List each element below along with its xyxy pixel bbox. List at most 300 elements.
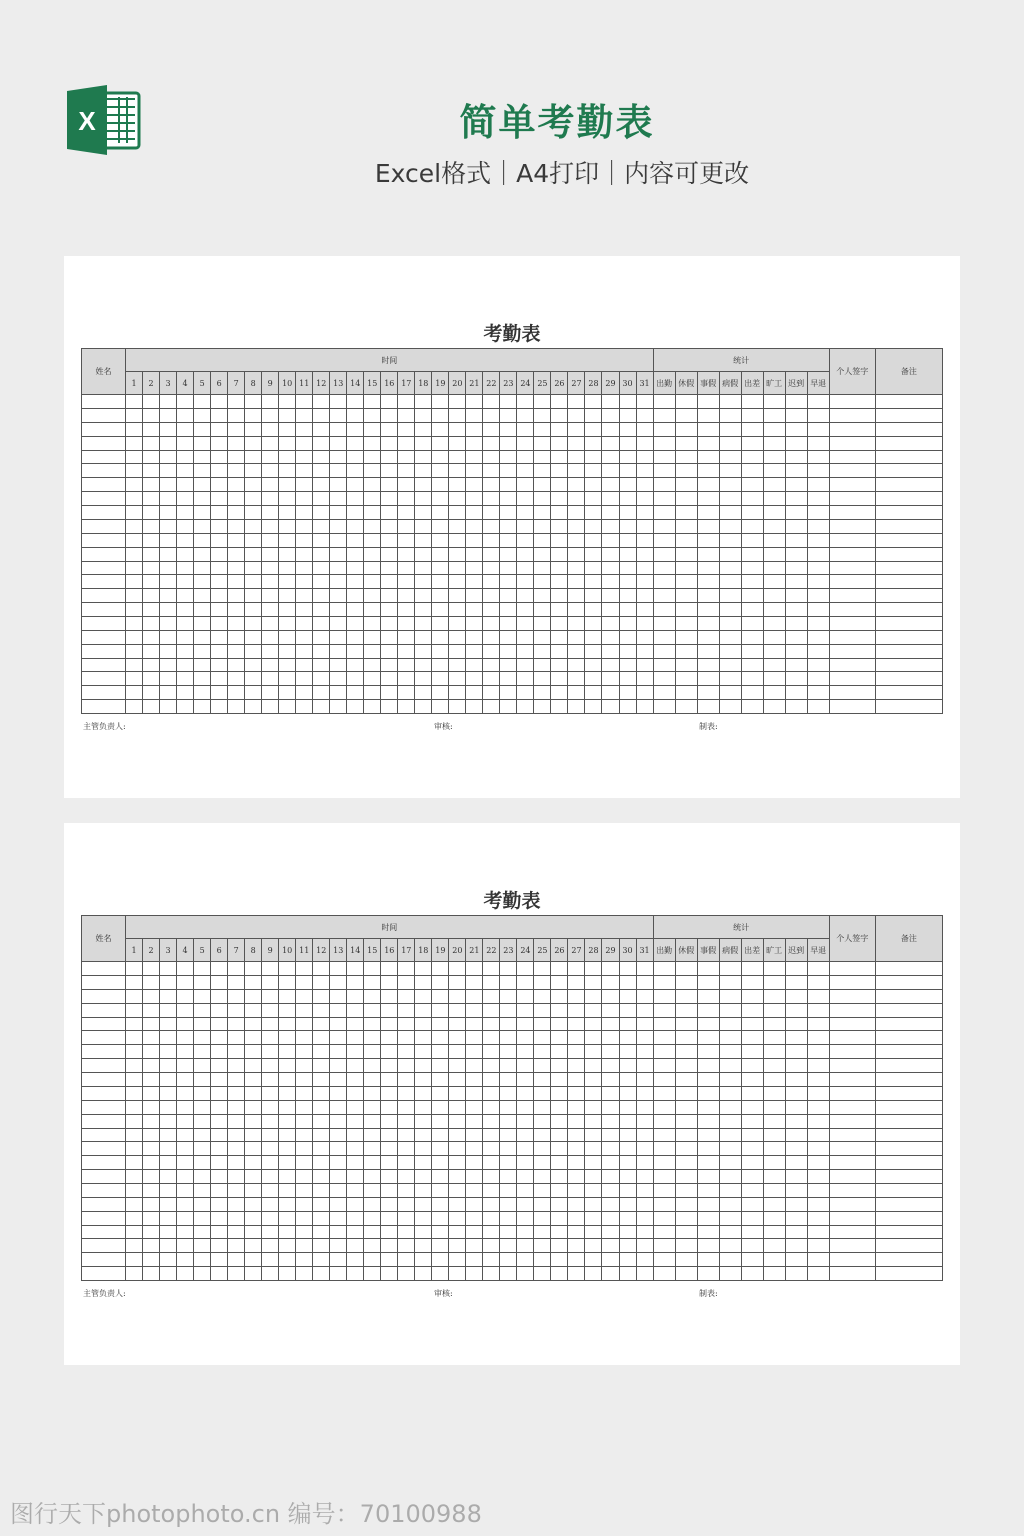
table-cell[interactable] [466, 1156, 483, 1170]
table-cell[interactable] [415, 1017, 432, 1031]
table-cell[interactable] [313, 1253, 330, 1267]
table-cell[interactable] [126, 1211, 143, 1225]
table-cell[interactable] [143, 492, 160, 506]
table-cell[interactable] [500, 409, 517, 423]
table-cell[interactable] [364, 464, 381, 478]
table-cell[interactable] [763, 464, 785, 478]
table-cell[interactable] [364, 1267, 381, 1281]
table-cell[interactable] [807, 658, 829, 672]
table-cell[interactable] [449, 561, 466, 575]
table-cell[interactable] [194, 575, 211, 589]
table-cell[interactable] [381, 561, 398, 575]
table-cell[interactable] [279, 1267, 296, 1281]
table-cell[interactable] [330, 616, 347, 630]
table-cell[interactable] [296, 575, 313, 589]
table-cell[interactable] [262, 1170, 279, 1184]
table-cell[interactable] [126, 1128, 143, 1142]
table-cell[interactable] [449, 616, 466, 630]
table-cell[interactable] [697, 1031, 719, 1045]
table-cell[interactable] [449, 395, 466, 409]
table-cell[interactable] [636, 1156, 653, 1170]
table-cell[interactable] [160, 1211, 177, 1225]
table-cell[interactable] [517, 1170, 534, 1184]
table-cell[interactable] [415, 1197, 432, 1211]
table-cell[interactable] [619, 1156, 636, 1170]
table-cell[interactable] [551, 1267, 568, 1281]
table-cell[interactable] [449, 492, 466, 506]
table-cell[interactable] [602, 1114, 619, 1128]
table-cell[interactable] [296, 1225, 313, 1239]
table-cell[interactable] [432, 561, 449, 575]
table-cell[interactable] [330, 686, 347, 700]
table-cell[interactable] [160, 478, 177, 492]
table-cell[interactable] [500, 1128, 517, 1142]
table-cell[interactable] [636, 1017, 653, 1031]
table-cell[interactable] [432, 450, 449, 464]
table-cell[interactable] [160, 1059, 177, 1073]
table-cell[interactable] [143, 658, 160, 672]
table-cell[interactable] [875, 1100, 942, 1114]
table-cell[interactable] [296, 395, 313, 409]
table-cell[interactable] [262, 658, 279, 672]
table-cell[interactable] [279, 1045, 296, 1059]
table-cell[interactable] [602, 1253, 619, 1267]
table-cell[interactable] [500, 686, 517, 700]
table-cell[interactable] [500, 1225, 517, 1239]
table-cell[interactable] [602, 547, 619, 561]
table-cell[interactable] [364, 962, 381, 976]
table-cell[interactable] [829, 478, 875, 492]
table-cell[interactable] [177, 976, 194, 990]
table-cell[interactable] [313, 644, 330, 658]
table-cell[interactable] [415, 630, 432, 644]
table-cell[interactable] [126, 1197, 143, 1211]
table-cell[interactable] [466, 976, 483, 990]
table-cell[interactable] [330, 1253, 347, 1267]
table-cell[interactable] [719, 1211, 741, 1225]
table-cell[interactable] [551, 989, 568, 1003]
table-cell[interactable] [126, 464, 143, 478]
table-cell[interactable] [719, 575, 741, 589]
table-cell[interactable] [228, 422, 245, 436]
table-cell[interactable] [585, 630, 602, 644]
table-cell[interactable] [466, 1100, 483, 1114]
table-cell[interactable] [262, 1086, 279, 1100]
table-cell[interactable] [653, 464, 675, 478]
table-cell[interactable] [585, 962, 602, 976]
table-cell[interactable] [381, 616, 398, 630]
table-cell[interactable] [211, 1211, 228, 1225]
table-cell[interactable] [741, 1142, 763, 1156]
table-cell[interactable] [483, 1073, 500, 1087]
table-cell[interactable] [364, 1197, 381, 1211]
table-cell[interactable] [763, 672, 785, 686]
table-cell[interactable] [585, 519, 602, 533]
table-cell[interactable] [143, 478, 160, 492]
table-cell[interactable] [381, 976, 398, 990]
table-cell[interactable] [568, 1170, 585, 1184]
table-cell[interactable] [381, 1225, 398, 1239]
table-cell[interactable] [568, 450, 585, 464]
table-cell[interactable] [785, 478, 807, 492]
table-cell[interactable] [296, 533, 313, 547]
table-cell[interactable] [807, 1059, 829, 1073]
table-cell[interactable] [500, 478, 517, 492]
table-cell[interactable] [330, 1086, 347, 1100]
table-cell[interactable] [653, 1128, 675, 1142]
table-cell[interactable] [82, 1045, 126, 1059]
table-cell[interactable] [228, 1183, 245, 1197]
table-cell[interactable] [347, 533, 364, 547]
table-cell[interactable] [330, 464, 347, 478]
table-cell[interactable] [177, 616, 194, 630]
table-cell[interactable] [449, 547, 466, 561]
table-cell[interactable] [551, 976, 568, 990]
table-cell[interactable] [534, 492, 551, 506]
table-cell[interactable] [228, 395, 245, 409]
table-cell[interactable] [875, 1128, 942, 1142]
table-cell[interactable] [313, 1170, 330, 1184]
table-cell[interactable] [177, 658, 194, 672]
table-cell[interactable] [653, 1142, 675, 1156]
table-cell[interactable] [585, 1170, 602, 1184]
table-cell[interactable] [449, 1017, 466, 1031]
table-cell[interactable] [194, 1211, 211, 1225]
table-cell[interactable] [585, 1183, 602, 1197]
table-cell[interactable] [568, 409, 585, 423]
table-cell[interactable] [807, 1114, 829, 1128]
table-cell[interactable] [160, 672, 177, 686]
table-cell[interactable] [364, 1239, 381, 1253]
table-cell[interactable] [245, 616, 262, 630]
table-cell[interactable] [347, 519, 364, 533]
table-cell[interactable] [653, 1156, 675, 1170]
table-cell[interactable] [194, 1003, 211, 1017]
table-cell[interactable] [160, 1253, 177, 1267]
table-cell[interactable] [415, 1239, 432, 1253]
table-cell[interactable] [619, 1253, 636, 1267]
table-cell[interactable] [719, 1253, 741, 1267]
table-cell[interactable] [551, 395, 568, 409]
table-cell[interactable] [741, 436, 763, 450]
table-cell[interactable] [194, 561, 211, 575]
table-cell[interactable] [381, 1045, 398, 1059]
table-cell[interactable] [807, 1142, 829, 1156]
table-cell[interactable] [602, 450, 619, 464]
table-cell[interactable] [296, 1156, 313, 1170]
table-cell[interactable] [517, 630, 534, 644]
table-cell[interactable] [636, 533, 653, 547]
table-cell[interactable] [807, 422, 829, 436]
table-cell[interactable] [500, 589, 517, 603]
table-cell[interactable] [398, 616, 415, 630]
table-cell[interactable] [211, 1100, 228, 1114]
table-cell[interactable] [262, 630, 279, 644]
table-cell[interactable] [194, 1086, 211, 1100]
table-cell[interactable] [517, 575, 534, 589]
table-cell[interactable] [807, 1086, 829, 1100]
table-cell[interactable] [194, 1239, 211, 1253]
table-cell[interactable] [517, 1142, 534, 1156]
table-cell[interactable] [126, 1017, 143, 1031]
table-cell[interactable] [432, 1267, 449, 1281]
table-cell[interactable] [177, 1170, 194, 1184]
table-cell[interactable] [228, 1017, 245, 1031]
table-cell[interactable] [228, 962, 245, 976]
table-cell[interactable] [228, 630, 245, 644]
table-cell[interactable] [143, 464, 160, 478]
table-cell[interactable] [585, 658, 602, 672]
table-cell[interactable] [296, 478, 313, 492]
table-cell[interactable] [245, 989, 262, 1003]
table-cell[interactable] [568, 533, 585, 547]
table-cell[interactable] [296, 603, 313, 617]
table-cell[interactable] [534, 519, 551, 533]
table-cell[interactable] [697, 976, 719, 990]
table-cell[interactable] [697, 409, 719, 423]
table-cell[interactable] [160, 1017, 177, 1031]
table-cell[interactable] [398, 658, 415, 672]
table-cell[interactable] [82, 976, 126, 990]
table-cell[interactable] [432, 1003, 449, 1017]
table-cell[interactable] [568, 589, 585, 603]
table-cell[interactable] [160, 395, 177, 409]
table-cell[interactable] [177, 561, 194, 575]
table-cell[interactable] [568, 1197, 585, 1211]
table-cell[interactable] [432, 976, 449, 990]
table-cell[interactable] [177, 1239, 194, 1253]
table-cell[interactable] [517, 1253, 534, 1267]
table-cell[interactable] [347, 395, 364, 409]
table-cell[interactable] [381, 989, 398, 1003]
table-cell[interactable] [517, 1045, 534, 1059]
table-cell[interactable] [364, 1253, 381, 1267]
table-cell[interactable] [449, 1073, 466, 1087]
table-cell[interactable] [160, 450, 177, 464]
table-cell[interactable] [194, 1253, 211, 1267]
table-cell[interactable] [785, 464, 807, 478]
table-cell[interactable] [517, 616, 534, 630]
table-cell[interactable] [619, 1114, 636, 1128]
table-cell[interactable] [675, 395, 697, 409]
table-cell[interactable] [500, 1114, 517, 1128]
table-cell[interactable] [381, 962, 398, 976]
table-cell[interactable] [262, 1142, 279, 1156]
table-cell[interactable] [313, 575, 330, 589]
table-cell[interactable] [807, 395, 829, 409]
table-cell[interactable] [381, 1086, 398, 1100]
table-cell[interactable] [653, 603, 675, 617]
table-cell[interactable] [517, 1114, 534, 1128]
table-cell[interactable] [82, 478, 126, 492]
table-cell[interactable] [602, 962, 619, 976]
table-cell[interactable] [636, 409, 653, 423]
table-cell[interactable] [415, 700, 432, 714]
table-cell[interactable] [534, 1114, 551, 1128]
table-cell[interactable] [228, 450, 245, 464]
table-cell[interactable] [194, 450, 211, 464]
table-cell[interactable] [568, 1239, 585, 1253]
table-cell[interactable] [602, 644, 619, 658]
table-cell[interactable] [466, 478, 483, 492]
table-cell[interactable] [398, 672, 415, 686]
table-cell[interactable] [517, 492, 534, 506]
table-cell[interactable] [719, 658, 741, 672]
table-cell[interactable] [585, 1114, 602, 1128]
table-cell[interactable] [483, 976, 500, 990]
table-cell[interactable] [466, 1086, 483, 1100]
table-cell[interactable] [875, 644, 942, 658]
table-cell[interactable] [500, 395, 517, 409]
table-cell[interactable] [177, 422, 194, 436]
table-cell[interactable] [228, 1128, 245, 1142]
table-cell[interactable] [697, 1086, 719, 1100]
table-cell[interactable] [763, 547, 785, 561]
table-cell[interactable] [415, 575, 432, 589]
table-cell[interactable] [245, 395, 262, 409]
table-cell[interactable] [381, 409, 398, 423]
table-cell[interactable] [551, 547, 568, 561]
table-cell[interactable] [763, 1225, 785, 1239]
table-cell[interactable] [160, 409, 177, 423]
table-cell[interactable] [785, 1059, 807, 1073]
table-cell[interactable] [381, 1239, 398, 1253]
table-cell[interactable] [160, 561, 177, 575]
table-cell[interactable] [177, 506, 194, 520]
table-cell[interactable] [466, 603, 483, 617]
table-cell[interactable] [653, 561, 675, 575]
table-cell[interactable] [719, 603, 741, 617]
table-cell[interactable] [785, 616, 807, 630]
table-cell[interactable] [675, 533, 697, 547]
table-cell[interactable] [763, 1003, 785, 1017]
table-cell[interactable] [160, 1100, 177, 1114]
table-cell[interactable] [143, 976, 160, 990]
table-cell[interactable] [279, 464, 296, 478]
table-cell[interactable] [875, 1031, 942, 1045]
table-cell[interactable] [517, 1156, 534, 1170]
table-cell[interactable] [763, 1017, 785, 1031]
table-cell[interactable] [568, 1086, 585, 1100]
table-cell[interactable] [719, 1267, 741, 1281]
table-cell[interactable] [330, 506, 347, 520]
table-cell[interactable] [675, 672, 697, 686]
table-cell[interactable] [228, 616, 245, 630]
table-cell[interactable] [432, 519, 449, 533]
table-cell[interactable] [741, 506, 763, 520]
table-cell[interactable] [143, 450, 160, 464]
table-cell[interactable] [194, 686, 211, 700]
table-cell[interactable] [82, 1170, 126, 1184]
table-cell[interactable] [602, 533, 619, 547]
table-cell[interactable] [534, 547, 551, 561]
table-cell[interactable] [177, 1086, 194, 1100]
table-cell[interactable] [675, 603, 697, 617]
table-cell[interactable] [432, 492, 449, 506]
table-cell[interactable] [177, 1114, 194, 1128]
table-cell[interactable] [449, 422, 466, 436]
table-cell[interactable] [347, 478, 364, 492]
table-cell[interactable] [143, 1045, 160, 1059]
table-cell[interactable] [500, 1183, 517, 1197]
table-cell[interactable] [194, 589, 211, 603]
table-cell[interactable] [143, 630, 160, 644]
table-cell[interactable] [829, 686, 875, 700]
table-cell[interactable] [364, 1045, 381, 1059]
table-cell[interactable] [741, 589, 763, 603]
table-cell[interactable] [741, 1100, 763, 1114]
table-cell[interactable] [211, 1128, 228, 1142]
table-cell[interactable] [697, 1183, 719, 1197]
table-cell[interactable] [449, 1128, 466, 1142]
table-cell[interactable] [517, 1073, 534, 1087]
table-cell[interactable] [829, 1267, 875, 1281]
table-cell[interactable] [585, 575, 602, 589]
table-cell[interactable] [653, 1100, 675, 1114]
table-cell[interactable] [432, 464, 449, 478]
table-cell[interactable] [534, 658, 551, 672]
table-cell[interactable] [675, 1086, 697, 1100]
table-cell[interactable] [126, 1100, 143, 1114]
table-cell[interactable] [194, 603, 211, 617]
table-cell[interactable] [330, 1267, 347, 1281]
table-cell[interactable] [194, 1128, 211, 1142]
table-cell[interactable] [143, 519, 160, 533]
table-cell[interactable] [875, 603, 942, 617]
table-cell[interactable] [415, 1170, 432, 1184]
table-cell[interactable] [785, 1086, 807, 1100]
table-cell[interactable] [143, 1100, 160, 1114]
table-cell[interactable] [245, 1073, 262, 1087]
table-cell[interactable] [82, 1225, 126, 1239]
table-cell[interactable] [551, 519, 568, 533]
table-cell[interactable] [313, 1059, 330, 1073]
table-cell[interactable] [619, 436, 636, 450]
table-cell[interactable] [534, 589, 551, 603]
table-cell[interactable] [381, 658, 398, 672]
table-cell[interactable] [785, 547, 807, 561]
table-cell[interactable] [763, 1045, 785, 1059]
table-cell[interactable] [82, 1211, 126, 1225]
table-cell[interactable] [143, 575, 160, 589]
table-cell[interactable] [785, 436, 807, 450]
table-cell[interactable] [347, 1100, 364, 1114]
table-cell[interactable] [551, 506, 568, 520]
table-cell[interactable] [763, 1211, 785, 1225]
table-cell[interactable] [398, 1142, 415, 1156]
table-cell[interactable] [636, 1073, 653, 1087]
table-cell[interactable] [330, 1031, 347, 1045]
table-cell[interactable] [741, 700, 763, 714]
table-cell[interactable] [466, 1239, 483, 1253]
table-cell[interactable] [829, 464, 875, 478]
table-cell[interactable] [415, 1128, 432, 1142]
table-cell[interactable] [126, 1031, 143, 1045]
table-cell[interactable] [534, 1086, 551, 1100]
table-cell[interactable] [398, 589, 415, 603]
table-cell[interactable] [697, 603, 719, 617]
table-cell[interactable] [697, 1267, 719, 1281]
table-cell[interactable] [466, 1114, 483, 1128]
table-cell[interactable] [245, 672, 262, 686]
table-cell[interactable] [330, 1170, 347, 1184]
table-cell[interactable] [364, 672, 381, 686]
table-cell[interactable] [160, 1142, 177, 1156]
table-cell[interactable] [534, 1183, 551, 1197]
table-cell[interactable] [517, 1031, 534, 1045]
table-cell[interactable] [483, 436, 500, 450]
table-cell[interactable] [245, 1086, 262, 1100]
